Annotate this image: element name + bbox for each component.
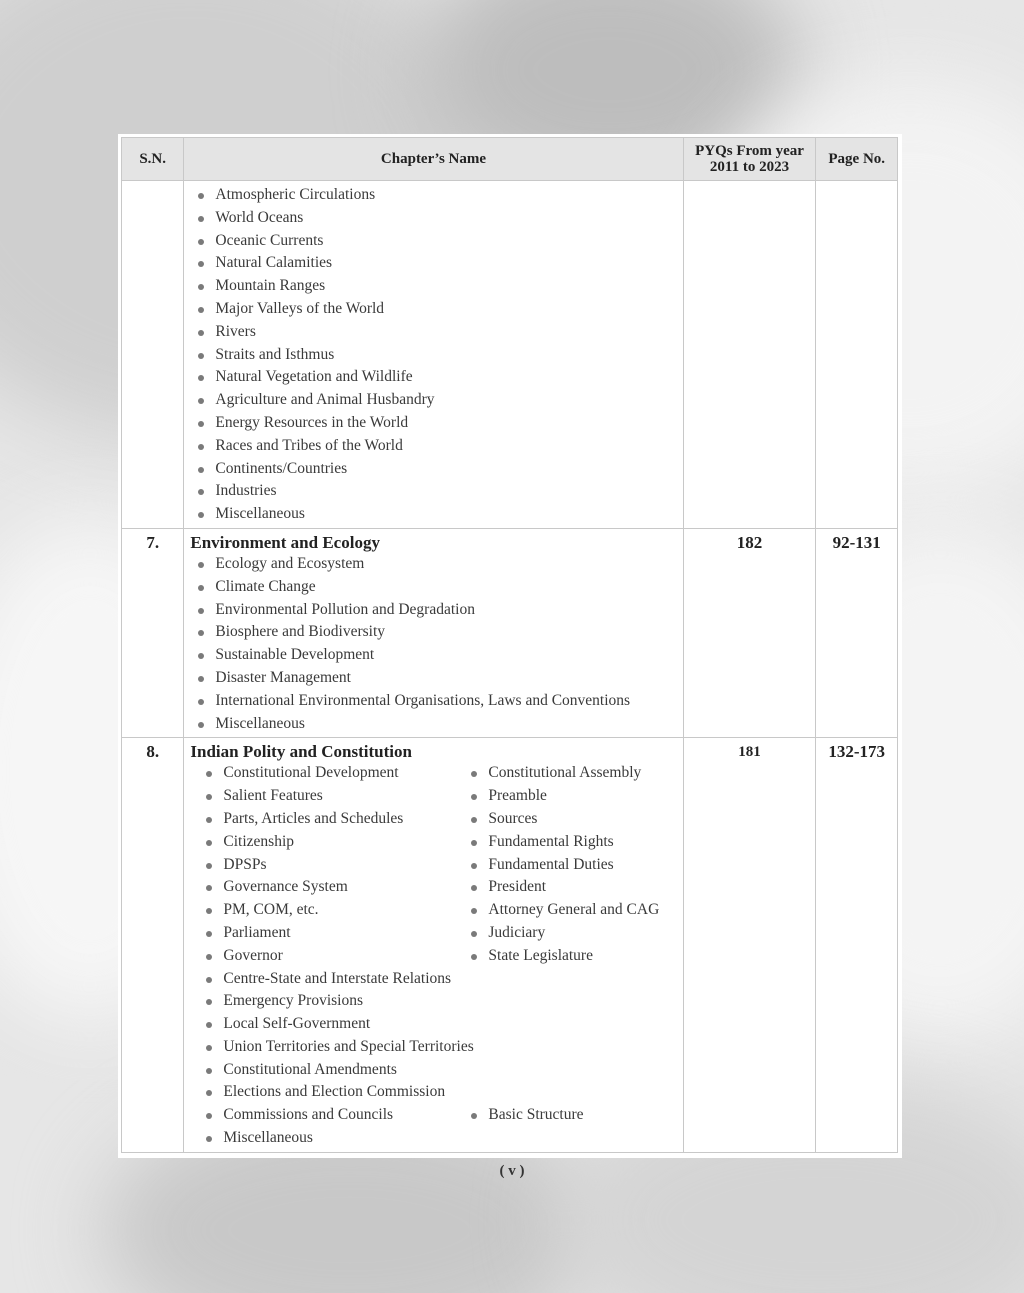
list-item: Miscellaneous <box>190 503 682 526</box>
list-item: Salient Features <box>198 785 463 808</box>
list-item: Environmental Pollution and Degradation <box>190 599 682 622</box>
list-item: Industries <box>190 480 682 503</box>
chapter-number: 7. <box>122 528 184 737</box>
topic-list <box>198 1127 682 1150</box>
list-item: Fundamental Duties <box>463 854 693 877</box>
list-item: Ecology and Ecosystem <box>190 553 682 576</box>
table-row-continued <box>122 181 898 529</box>
page-range: 92-131 <box>816 528 898 737</box>
list-item: Rivers <box>190 321 682 344</box>
list-item: DPSPs <box>198 854 463 877</box>
list-item: President <box>463 876 693 899</box>
list-item: Commissions and Councils <box>198 1104 463 1127</box>
topic-list-two-column <box>198 1104 682 1127</box>
table-row-chapter-7 <box>122 528 898 737</box>
list-item: Races and Tribes of the World <box>190 435 682 458</box>
chapter-title: Indian Polity and Constitution <box>190 742 412 762</box>
list-item: Sustainable Development <box>190 644 682 667</box>
list-item: Agriculture and Animal Husbandry <box>190 389 682 412</box>
list-item: Governance System <box>198 876 463 899</box>
list-item: International Environmental Organisations, Laws and Conventions <box>190 690 682 713</box>
list-item: Parts, Articles and Schedules <box>198 808 463 831</box>
contents-sheet <box>118 134 902 1158</box>
list-item: Governor <box>198 945 463 968</box>
pyq-count: 181 <box>683 738 816 1153</box>
list-item: World Oceans <box>190 207 682 230</box>
list-item: Climate Change <box>190 576 682 599</box>
page-folio: ( v ) <box>499 1163 525 1179</box>
list-item: Miscellaneous <box>198 1127 682 1150</box>
list-item: Centre-State and Interstate Relations <box>198 968 682 991</box>
list-item: Continents/Countries <box>190 458 682 481</box>
list-item: Energy Resources in the World <box>190 412 682 435</box>
header-pyqs: PYQs From year 2011 to 2023 <box>683 138 816 181</box>
list-item: Mountain Ranges <box>190 275 682 298</box>
list-item: Attorney General and CAG <box>463 899 693 922</box>
list-item: Citizenship <box>198 831 463 854</box>
list-item: Emergency Provisions <box>198 990 682 1013</box>
chapter-title: Environment and Ecology <box>190 532 380 552</box>
table-header-row <box>122 138 898 181</box>
topic-list <box>190 553 682 735</box>
list-item: Major Valleys of the World <box>190 298 682 321</box>
list-item: Constitutional Assembly <box>463 762 693 785</box>
list-item: Miscellaneous <box>190 713 682 736</box>
header-chapter-name: Chapter’s Name <box>184 138 683 181</box>
list-item: Sources <box>463 808 693 831</box>
chapter-number: 8. <box>122 738 184 1153</box>
page-range: 132-173 <box>816 738 898 1153</box>
list-item: Constitutional Development <box>198 762 463 785</box>
header-sn: S.N. <box>122 138 184 181</box>
list-item: Parliament <box>198 922 463 945</box>
pyq-count: 182 <box>683 528 816 737</box>
list-item: Basic Structure <box>463 1104 693 1127</box>
list-item: PM, COM, etc. <box>198 899 463 922</box>
list-item: Oceanic Currents <box>190 230 682 253</box>
list-item: State Legislature <box>463 945 693 968</box>
list-item: Preamble <box>463 785 693 808</box>
list-item: Fundamental Rights <box>463 831 693 854</box>
table-row-chapter-8 <box>122 738 898 1153</box>
topic-list <box>198 968 682 1105</box>
header-page-no: Page No. <box>816 138 898 181</box>
list-item: Natural Calamities <box>190 252 682 275</box>
contents-table <box>121 137 898 1153</box>
list-item: Judiciary <box>463 922 693 945</box>
list-item: Constitutional Amendments <box>198 1059 682 1082</box>
list-item: Natural Vegetation and Wildlife <box>190 366 682 389</box>
list-item: Biosphere and Biodiversity <box>190 621 682 644</box>
list-item: Union Territories and Special Territories <box>198 1036 682 1059</box>
topic-list-two-column <box>198 762 682 967</box>
topic-list <box>190 184 682 526</box>
list-item: Atmospheric Circulations <box>190 184 682 207</box>
list-item: Straits and Isthmus <box>190 344 682 367</box>
list-item: Disaster Management <box>190 667 682 690</box>
list-item: Local Self-Government <box>198 1013 682 1036</box>
list-item: Elections and Election Commission <box>198 1081 682 1104</box>
